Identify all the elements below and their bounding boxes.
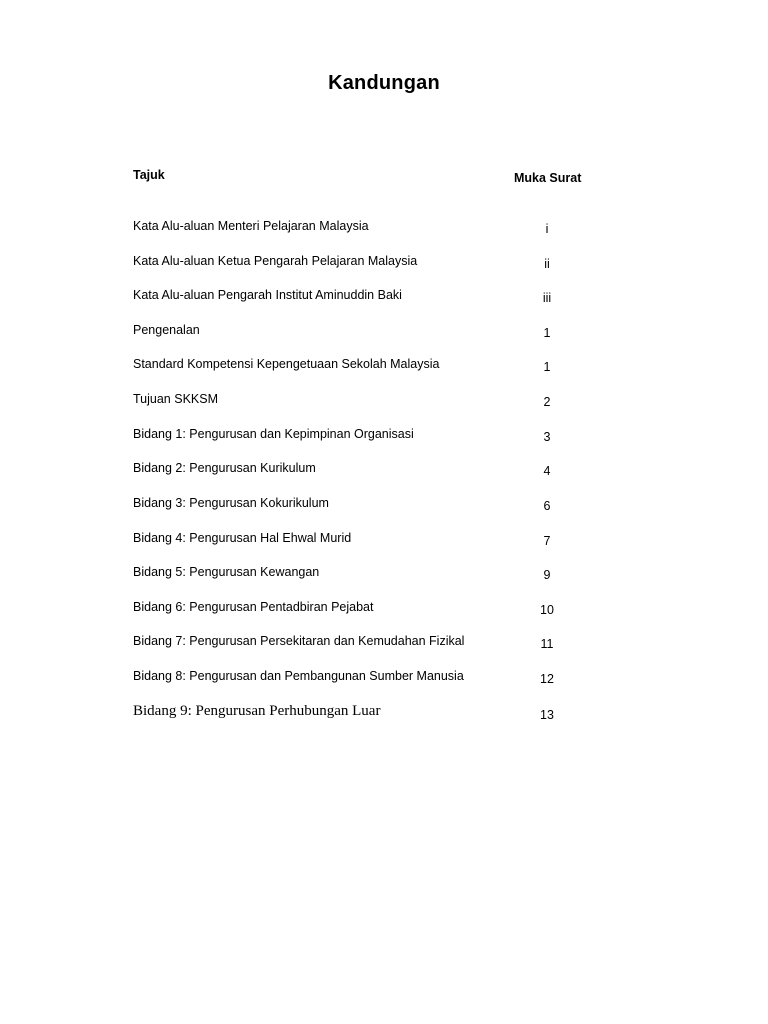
toc-entry-title: Tujuan SKKSM bbox=[133, 392, 218, 406]
toc-entry-page-number: 6 bbox=[543, 499, 551, 513]
toc-entry-page-number: iii bbox=[542, 291, 552, 305]
toc-entry-page-number: 1 bbox=[543, 360, 551, 374]
toc-entry bbox=[0, 254, 768, 284]
toc-entry bbox=[0, 392, 768, 422]
column-header-title: Tajuk bbox=[133, 168, 165, 182]
toc-entry-page-number: ii bbox=[544, 257, 550, 271]
toc-entry-title: Kata Alu-aluan Ketua Pengarah Pelajaran Malaysia bbox=[133, 254, 418, 268]
toc-entry bbox=[0, 427, 768, 457]
toc-entry-title: Kata Alu-aluan Pengarah Institut Aminuddin Baki bbox=[133, 288, 402, 302]
toc-entry-title: Bidang 1: Pengurusan dan Kepimpinan Organisasi bbox=[133, 427, 414, 441]
toc-entry-page-number: 7 bbox=[543, 534, 551, 548]
toc-entry-page-number: 12 bbox=[540, 672, 554, 686]
toc-entry bbox=[0, 219, 768, 249]
toc-entry-page-number: 1 bbox=[543, 326, 551, 340]
toc-entry-title: Bidang 4: Pengurusan Hal Ehwal Murid bbox=[133, 531, 352, 545]
toc-entry-title: Pengenalan bbox=[133, 323, 200, 337]
toc-entry-title: Bidang 7: Pengurusan Persekitaran dan Kemudahan Fizikal bbox=[133, 634, 465, 648]
toc-entry bbox=[0, 565, 768, 595]
toc-entry bbox=[0, 288, 768, 318]
toc-entry-title: Standard Kompetensi Kepengetuaan Sekolah Malaysia bbox=[133, 357, 440, 371]
toc-entry-title: Bidang 6: Pengurusan Pentadbiran Pejabat bbox=[133, 600, 374, 614]
toc-entry-page-number: 11 bbox=[540, 637, 554, 651]
toc-entry-page-number: 4 bbox=[543, 464, 551, 478]
toc-entry bbox=[0, 461, 768, 491]
toc-entry-page-number: 10 bbox=[540, 603, 554, 617]
toc-entry bbox=[0, 531, 768, 561]
toc-entry bbox=[0, 634, 768, 664]
toc-entry-page-number: 3 bbox=[543, 430, 551, 444]
toc-entry bbox=[0, 323, 768, 353]
toc-entry bbox=[0, 705, 768, 735]
toc-entry-page-number: 2 bbox=[543, 395, 551, 409]
toc-entry-title: Bidang 5: Pengurusan Kewangan bbox=[133, 565, 320, 579]
toc-entry-title: Bidang 2: Pengurusan Kurikulum bbox=[133, 461, 316, 475]
toc-entry bbox=[0, 669, 768, 699]
toc-entry bbox=[0, 600, 768, 630]
page-title: Kandungan bbox=[328, 72, 440, 94]
toc-entry-page-number: 9 bbox=[543, 568, 551, 582]
column-header-page: Muka Surat bbox=[514, 171, 582, 185]
toc-entry bbox=[0, 357, 768, 387]
toc-entry-page-number: 13 bbox=[540, 708, 554, 722]
toc-entry-title: Kata Alu-aluan Menteri Pelajaran Malaysia bbox=[133, 219, 369, 233]
toc-entry-title: Bidang 3: Pengurusan Kokurikulum bbox=[133, 496, 329, 510]
toc-entry-page-number: i bbox=[545, 222, 549, 236]
toc-entry-title: Bidang 9: Pengurusan Perhubungan Luar bbox=[133, 703, 381, 719]
toc-entry-title: Bidang 8: Pengurusan dan Pembangunan Sumber Manusia bbox=[133, 669, 464, 683]
toc-entry bbox=[0, 496, 768, 526]
